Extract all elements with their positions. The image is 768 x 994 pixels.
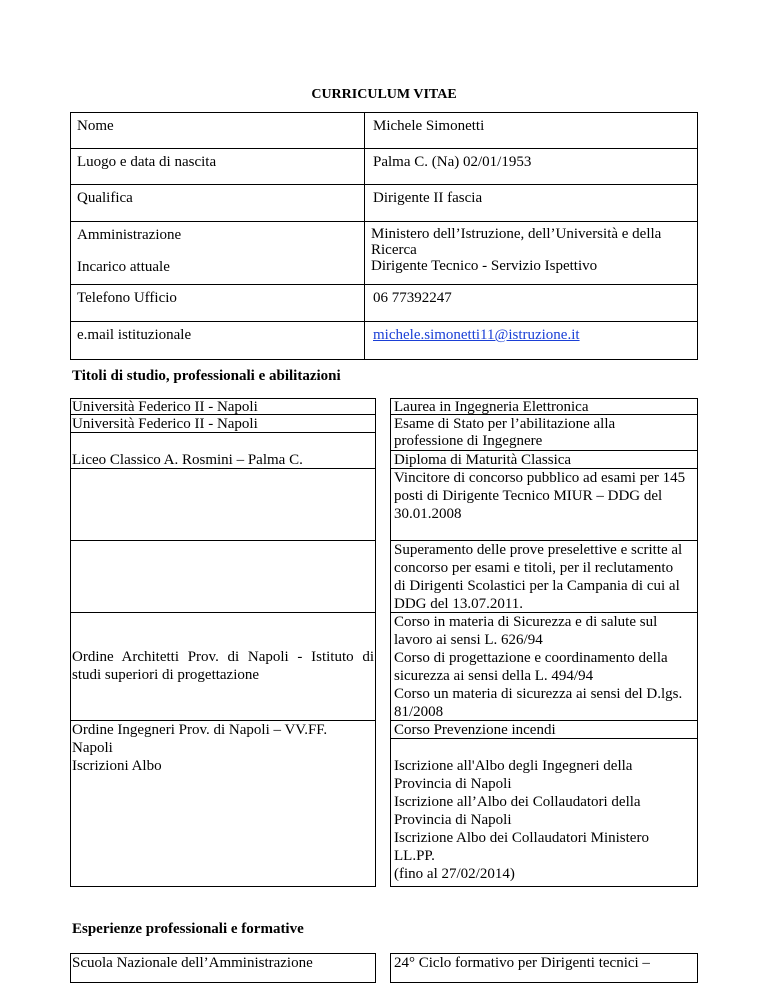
amministrazione-label: Amministrazione (77, 227, 182, 243)
study-left-5b: Napoli (72, 740, 113, 756)
study-right-8a: Iscrizione all'Albo degli Ingegneri della (394, 758, 633, 774)
label-cell (71, 222, 365, 285)
value-cell (365, 222, 698, 285)
document-title: CURRICULUM VITAE (311, 87, 457, 102)
value-cell: Dirigente II fascia (365, 185, 698, 222)
study-right-3: Diploma di Maturità Classica (394, 452, 572, 468)
label-cell: Luogo e data di nascita (71, 149, 365, 185)
study-right-6f: 81/2008 (394, 704, 444, 720)
email-link[interactable]: michele.simonetti11@istruzione.it (373, 327, 580, 343)
study-left-1: Università Federico II - Napoli (72, 399, 258, 415)
table-row (71, 285, 698, 322)
experience-right-text: 24° Ciclo formativo per Dirigenti tecnici – (394, 955, 650, 971)
table-row (71, 185, 698, 222)
study-right-8c: Iscrizione all’Albo dei Collaudatori della (394, 794, 641, 810)
study-left-4b: studi superiori di progettazione (72, 667, 260, 683)
study-right-8g: (fino al 27/02/2014) (394, 866, 515, 882)
value-cell: 06 77392247 (365, 285, 698, 322)
incarico-label: Incarico attuale (77, 259, 170, 275)
study-right-2b: professione di Ingegnere (394, 433, 543, 449)
study-left-6: Iscrizioni Albo (72, 758, 162, 774)
study-right-5d: DDG del 13.07.2011. (394, 596, 524, 612)
study-right-8e: Iscrizione Albo dei Collaudatori Ministero (394, 830, 649, 846)
study-right-6e: Corso un materia di sicurezza ai sensi del D.lgs. (394, 686, 683, 702)
study-right-8d: Provincia di Napoli (394, 812, 512, 828)
study-left-2: Università Federico II - Napoli (72, 416, 258, 432)
experience-left-text: Scuola Nazionale dell’Amministrazione (72, 955, 313, 971)
label-cell: Nome (71, 113, 365, 149)
value-cell (365, 322, 698, 360)
study-right-5c: di Dirigenti Scolastici per la Campania di cui al (394, 578, 680, 594)
study-right-8b: Provincia di Napoli (394, 776, 512, 792)
label-cell: Telefono Ufficio (71, 285, 365, 322)
section-heading-experience: Esperienze professionali e formative (72, 921, 304, 937)
study-right-6d: sicurezza ai sensi della L. 494/94 (394, 668, 594, 684)
study-right-7: Corso Prevenzione incendi (394, 722, 556, 738)
study-right-1: Laurea in Ingegneria Elettronica (394, 399, 589, 415)
study-right-8f: LL.PP. (394, 848, 435, 864)
value-cell: Palma C. (Na) 02/01/1953 (365, 149, 698, 185)
table-row (71, 149, 698, 185)
table-row (71, 322, 698, 360)
study-right-6c: Corso di progettazione e coordinamento della (394, 650, 668, 666)
study-left-5a: Ordine Ingegneri Prov. di Napoli – VV.FF. (72, 722, 328, 738)
study-right-2a: Esame di Stato per l’abilitazione alla (394, 416, 616, 432)
study-right-5a: Superamento delle prove preselettive e scritte al (394, 542, 683, 558)
personal-info-table (70, 112, 698, 360)
study-right-4b: posti di Dirigente Tecnico MIUR – DDG del (394, 488, 663, 504)
value-cell: Michele Simonetti (365, 113, 698, 149)
study-right-6b: lavoro ai sensi L. 626/94 (394, 632, 543, 648)
label-cell: e.mail istituzionale (71, 322, 365, 360)
study-right-6a: Corso in materia di Sicurezza e di salute sul (394, 614, 658, 630)
amministrazione-value: Ministero dell’Istruzione, dell’Università e della Ricerca (371, 226, 662, 258)
section-heading-studies: Titoli di studio, professionali e abilitazioni (72, 368, 341, 384)
study-right-4a: Vincitore di concorso pubblico ad esami per 145 (394, 470, 686, 486)
study-left-4a: Ordine Architetti Prov. di Napoli - Istituto di (72, 649, 374, 665)
incarico-value: Dirigente Tecnico - Servizio Ispettivo (371, 258, 598, 274)
label-cell: Qualifica (71, 185, 365, 222)
studies-left-column (70, 398, 376, 887)
study-left-3: Liceo Classico A. Rosmini – Palma C. (72, 452, 303, 468)
table-row (71, 113, 698, 149)
study-right-5b: concorso per esami e titoli, per il reclutamento (394, 560, 674, 576)
table-row (71, 222, 698, 285)
study-right-4c: 30.01.2008 (394, 506, 462, 522)
